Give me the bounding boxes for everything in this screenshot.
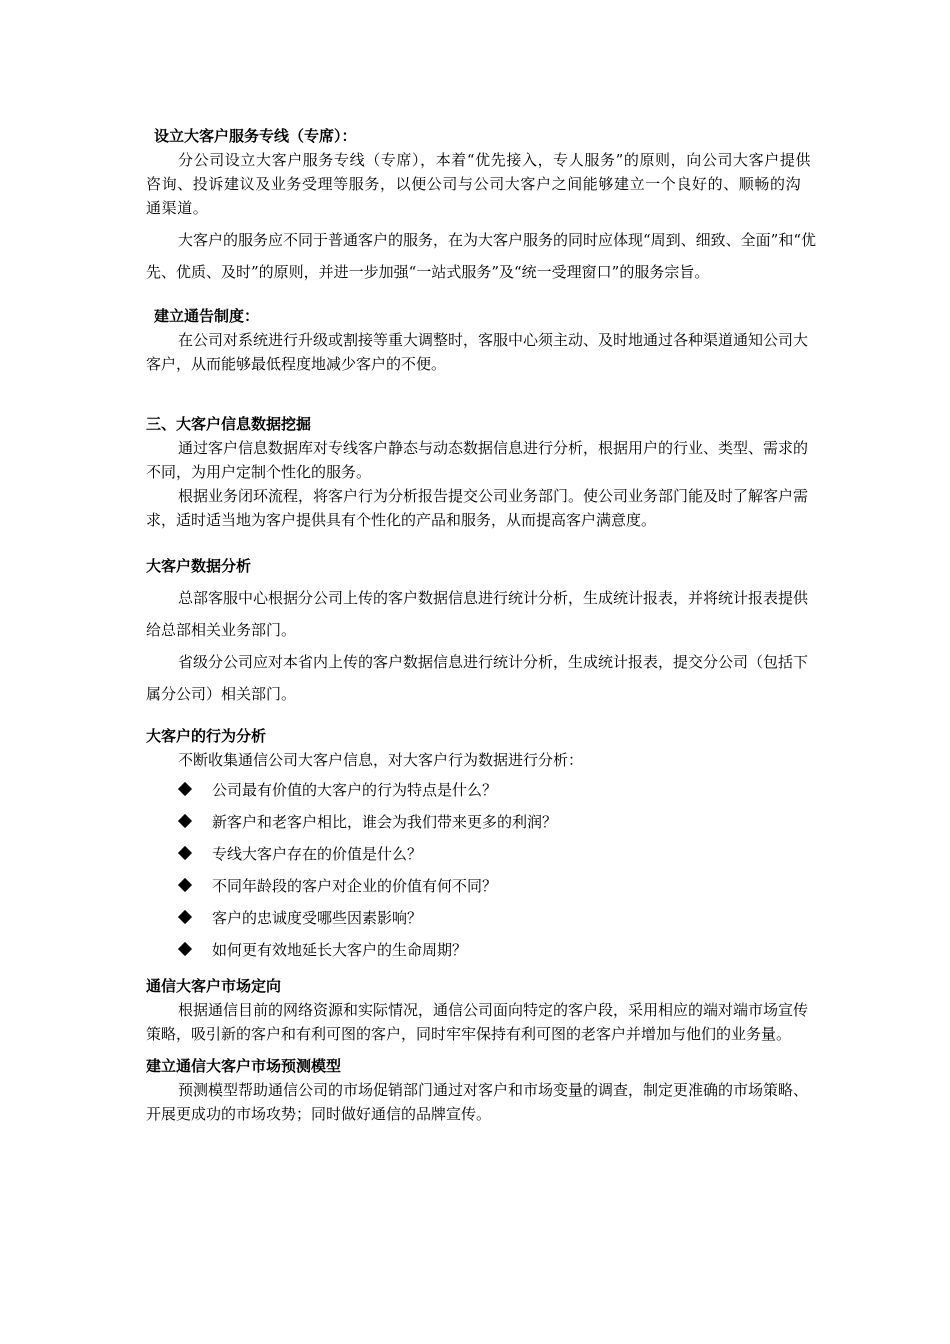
list-item-text: 新客户和老客户相比，谁会为我们带来更多的利润？ (212, 813, 558, 831)
section-heading-forecast-model: 建立通信大客户市场预测模型 (146, 1057, 342, 1075)
diamond-bullet-icon (178, 910, 192, 924)
list-item-text: 客户的忠诚度受哪些因素影响？ (212, 909, 423, 927)
paragraph-dedicated-line-intro: 分公司设立大客户服务专线（专席），本着“优先接入，专人服务”的原则，向公司大客户提供咨询、投诉建议及业务受理等服务，以便公司与公司大客户之间能够建立一个良好的、顺畅的沟通渠道。 (146, 151, 812, 217)
section-heading-dedicated-line: 设立大客户服务专线（专席）： (154, 127, 357, 145)
paragraph-behavior-analysis: 不断收集通信公司大客户信息，对大客户行为数据进行分析： (178, 751, 584, 769)
paragraph-forecast-model: 预测模型帮助通信公司的市场促销部门通过对客户和市场变量的调查，制定更准确的市场策略、开展更成功的市场攻势；同时做好通信的品牌宣传。 (146, 1081, 809, 1123)
diamond-bullet-icon (178, 846, 192, 860)
paragraph-service-principles: 大客户的服务应不同于普通客户的服务，在为大客户服务的同时应体现“周到、细致、全面”和“优先、优质、及时”的原则，并进一步加强“一站式服务”及“统一受理窗口”的服务宗旨。 (146, 231, 817, 281)
list-item (146, 806, 816, 838)
section-heading-market-targeting: 通信大客户市场定向 (146, 977, 282, 995)
paragraph-data-mining-1: 通过客户信息数据库对专线客户静态与动态数据信息进行分析，根据用户的行业、类型、需求的不同，为用户定制个性化的服务。 (146, 439, 809, 481)
diamond-bullet-icon (178, 878, 192, 892)
section-heading-behavior-analysis: 大客户的行为分析 (146, 727, 267, 745)
paragraph-data-mining-2: 根据业务闭环流程，将客户行为分析报告提交公司业务部门。使公司业务部门能及时了解客户需求，适时适当地为客户提供具有个性化的产品和服务，从而提高客户满意度。 (146, 487, 809, 529)
list-item (146, 838, 816, 870)
document-page (146, 124, 816, 1126)
list-item-text: 专线大客户存在的价值是什么？ (212, 845, 423, 863)
paragraph-market-targeting: 根据通信目前的网络资源和实际情况，通信公司面向特定的客户段，采用相应的端对端市场宣传策略，吸引新的客户和有利可图的客户，同时牢牢保持有利可图的老客户并增加与他们的业务量。 (146, 1001, 809, 1043)
diamond-bullet-icon (178, 942, 192, 956)
paragraph-data-analysis-2: 省级分公司应对本省内上传的客户数据信息进行统计分析，生成统计报表，提交分公司（包括下属分公司）相关部门。 (146, 653, 809, 703)
diamond-bullet-icon (178, 814, 192, 828)
list-item-text: 公司最有价值的大客户的行为特点是什么？ (212, 781, 498, 799)
section-heading-data-mining: 三、大客户信息数据挖掘 (146, 415, 312, 433)
paragraph-notice-system: 在公司对系统进行升级或割接等重大调整时，客服中心须主动、及时地通过各种渠道通知公司大客户，从而能够最低程度地减少客户的不便。 (146, 331, 809, 373)
list-item (146, 774, 816, 806)
list-item (146, 934, 816, 966)
list-item (146, 902, 816, 934)
section-heading-notice-system: 建立通告制度： (154, 307, 260, 325)
paragraph-data-analysis-1: 总部客服中心根据分公司上传的客户数据信息进行统计分析，生成统计报表，并将统计报表提供给总部相关业务部门。 (146, 589, 809, 639)
list-item-text: 如何更有效地延长大客户的生命周期？ (212, 941, 468, 959)
section-heading-data-analysis: 大客户数据分析 (146, 557, 252, 575)
diamond-bullet-icon (178, 782, 192, 796)
behavior-question-list (146, 774, 816, 966)
list-item-text: 不同年龄段的客户对企业的价值有何不同？ (212, 877, 498, 895)
list-item (146, 870, 816, 902)
